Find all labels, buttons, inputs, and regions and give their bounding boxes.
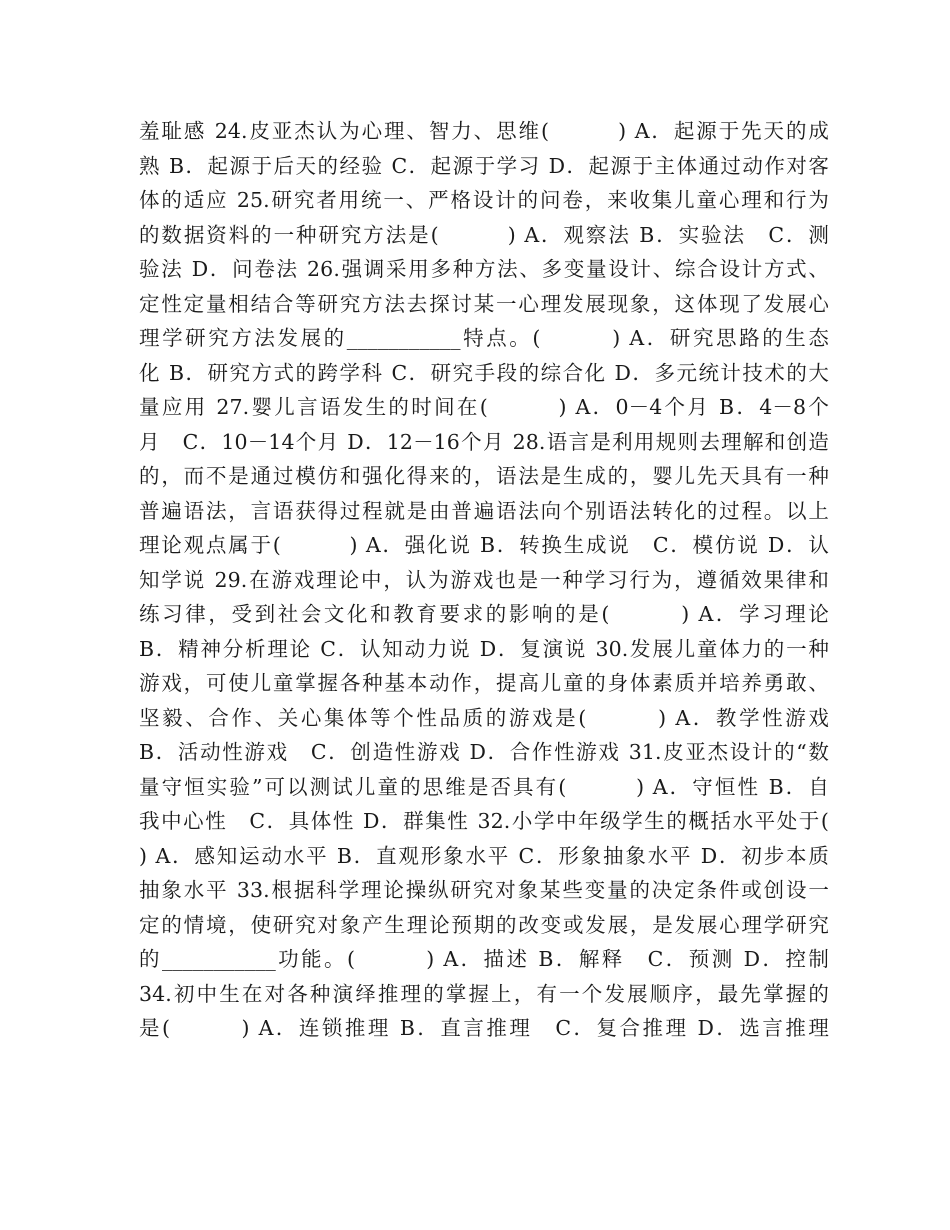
text-line: 月 C．10－14个月 D．12－16个月 28.语言是利用规则去理解和创造 (139, 429, 829, 454)
text-line: 定性定量相结合等研究方法去探讨某一心理发展现象，这体现了发展心 (139, 291, 829, 316)
text-line: 定的情境，使研究对象产生理论预期的改变或发展，是发展心理学研究 (139, 912, 829, 937)
text-line: 的，而不是通过模仿和强化得来的，语法是生成的，婴儿先天具有一种 (139, 464, 829, 488)
text-line: 羞耻感 24.皮亚杰认为心理、智力、思维( ) A．起源于先天的成 (139, 119, 829, 143)
text-line: 知学说 29.在游戏理论中，认为游戏也是一种学习行为，遵循效果律和 (139, 567, 829, 592)
text-line: 是( ) A．连锁推理 B．直言推理 C．复合推理 D．选言推理 (139, 1016, 829, 1040)
text-line: 化 B．研究方式的跨学科 C．研究手段的综合化 D．多元统计技术的大 (139, 360, 829, 385)
question-text-block (139, 114, 829, 1046)
text-line: 量守恒实验”可以测试儿童的思维是否具有( ) A．守恒性 B．自 (139, 774, 829, 799)
text-line: 体的适应 25.研究者用统一、严格设计的问卷，来收集儿童心理和行为 (139, 188, 829, 212)
text-line: 游戏，可使儿童掌握各种基本动作，提高儿童的身体素质并培养勇敢、 (139, 671, 829, 695)
text-line: 量应用 27.婴儿言语发生的时间在( ) A．0－4个月 B．4－8个 (139, 395, 829, 419)
text-line: 普遍语法，言语获得过程就是由普遍语法向个别语法转化的过程。以上 (139, 498, 829, 523)
text-line: 理学研究方法发展的___________特点。( ) A．研究思路的生态 (139, 326, 829, 350)
text-line: ) A．感知运动水平 B．直观形象水平 C．形象抽象水平 D．初步本质 (139, 843, 829, 868)
text-line: B．精神分析理论 C．认知动力说 D．复演说 30.发展儿童体力的一种 (139, 636, 829, 661)
text-line: 坚毅、合作、关心集体等个性品质的游戏是( ) A．教学性游戏 (139, 705, 829, 730)
text-line: 的___________功能。( ) A．描述 B．解释 C．预测 D．控制 (139, 947, 829, 971)
text-line: 34.初中生在对各种演绎推理的掌握上，有一个发展顺序，最先掌握的 (139, 981, 829, 1006)
text-line: 抽象水平 33.根据科学理论操纵研究对象某些变量的决定条件或创设一 (139, 878, 829, 902)
text-line: 练习律，受到社会文化和教育要求的影响的是( ) A．学习理论 (139, 602, 829, 626)
text-line: 的数据资料的一种研究方法是( ) A．观察法 B．实验法 C．测 (139, 222, 829, 247)
text-line: 我中心性 C．具体性 D．群集性 32.小学中年级学生的概括水平处于( (139, 809, 829, 833)
text-line: 理论观点属于( ) A．强化说 B．转换生成说 C．模仿说 D．认 (139, 533, 829, 557)
text-line: 验法 D．问卷法 26.强调采用多种方法、多变量设计、综合设计方式、 (139, 257, 829, 281)
text-line: 熟 B．起源于后天的经验 C．起源于学习 D．起源于主体通过动作对客 (139, 153, 829, 178)
text-line: B．活动性游戏 C．创造性游戏 D．合作性游戏 31.皮亚杰设计的“数 (139, 740, 829, 764)
